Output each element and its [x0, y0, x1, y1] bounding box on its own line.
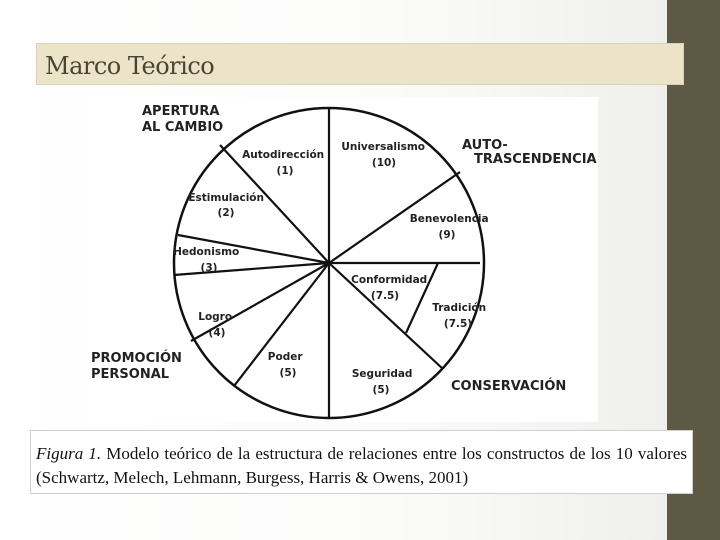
values-circle-figure — [88, 97, 598, 422]
value-autodireccion-name: Autodirección — [242, 149, 325, 161]
value-poder-name: Poder — [267, 351, 303, 363]
group-promocion-line-1: PROMOCIÓN — [91, 351, 182, 366]
value-poder — [268, 351, 306, 379]
value-benevolencia-score: (9) — [438, 229, 456, 241]
group-apertura-line-2: AL CAMBIO — [142, 120, 224, 135]
value-hedonismo-name: Hedonismo — [173, 246, 240, 258]
caption-text: Modelo teórico de la estructura de relaciones entre los constructos de los 10 valores (Schwartz, Melech, Lehmann, Burgess, Harris & Owens, 2001) — [36, 444, 687, 487]
value-tradicion — [432, 302, 490, 330]
value-conformidad-name: Conformidad — [351, 274, 428, 286]
group-apertura-line-1: APERTURA — [142, 104, 220, 119]
group-label-conservacion — [451, 378, 566, 394]
caption-figure-label: Figura 1. — [36, 444, 102, 463]
group-promocion-line-2: PERSONAL — [91, 367, 170, 382]
slide-title: Marco Teórico — [45, 52, 215, 80]
values-circle-diagram — [88, 97, 598, 422]
value-universalismo-score: (10) — [371, 157, 397, 169]
value-poder-score: (5) — [279, 367, 297, 379]
value-estimulacion — [188, 192, 267, 219]
value-seguridad — [352, 368, 416, 396]
group-label-auto — [462, 138, 597, 167]
value-autodireccion-score: (1) — [276, 165, 294, 177]
value-benevolencia-name: Benevolencia — [409, 213, 489, 225]
figure-caption — [30, 430, 693, 494]
group-conservacion-line-1: CONSERVACIÓN — [451, 379, 567, 394]
divider-left-lower — [174, 263, 329, 275]
value-estimulacion-name: Estimulación — [188, 192, 264, 204]
value-universalismo-name: Universalismo — [341, 141, 426, 153]
value-logro-score: (4) — [208, 327, 226, 339]
value-logro-name: Logro — [198, 311, 233, 323]
title-bar — [36, 43, 684, 85]
value-estimulacion-score: (2) — [217, 207, 235, 219]
group-auto-line-1: AUTO- — [462, 138, 508, 153]
value-conformidad — [351, 274, 431, 302]
value-autodireccion — [242, 149, 328, 177]
value-conformidad-score: (7.5) — [370, 290, 400, 302]
group-label-apertura — [142, 104, 224, 135]
value-seguridad-name: Seguridad — [351, 368, 413, 380]
value-seguridad-score: (5) — [372, 384, 390, 396]
value-tradicion-name: Tradición — [432, 302, 487, 314]
group-auto-line-2: TRASCENDENCIA — [474, 152, 597, 167]
value-universalismo — [341, 141, 428, 169]
value-tradicion-score: (7.5) — [443, 318, 473, 330]
group-label-promocion — [91, 350, 186, 382]
value-hedonismo-score: (3) — [200, 262, 218, 274]
